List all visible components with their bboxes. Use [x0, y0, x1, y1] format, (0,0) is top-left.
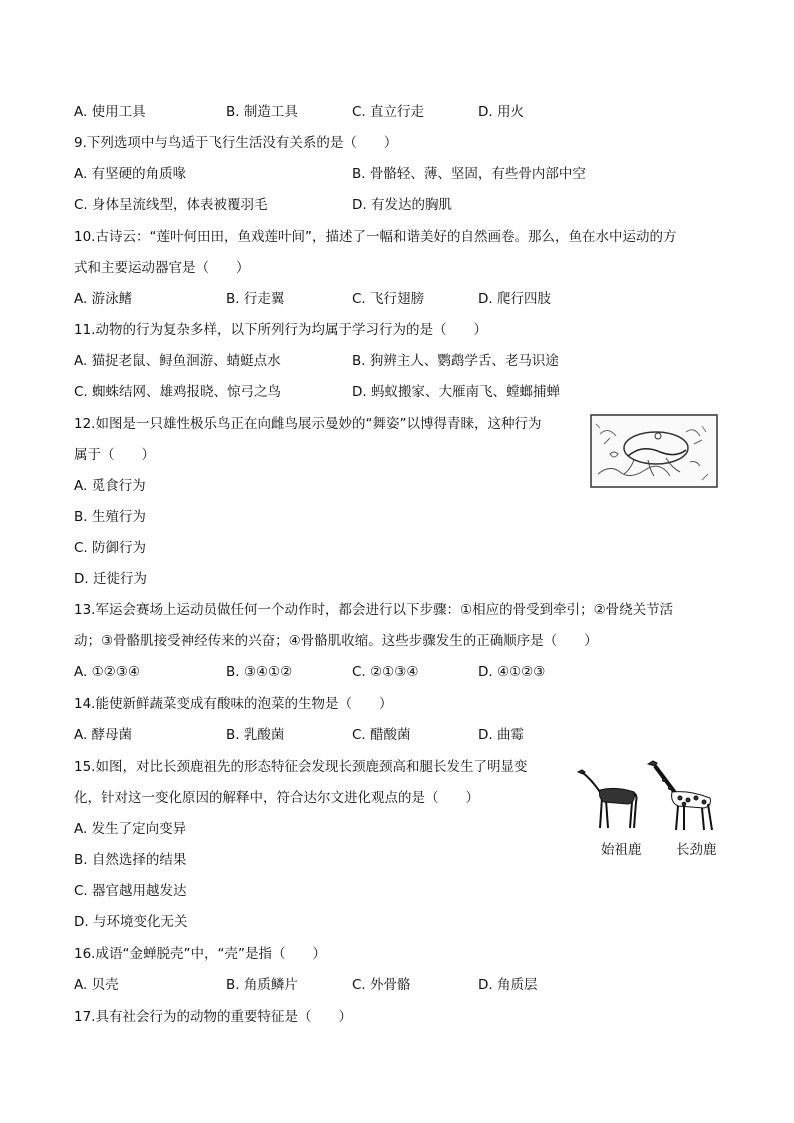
q12-option-a: A. 觅食行为	[74, 478, 146, 494]
q8-option-d: D. 用火	[478, 104, 524, 120]
q13-option-b: B. ③④①②	[226, 664, 293, 680]
q11-stem: 11.动物的行为复杂多样，以下所列行为均属于学习行为的是（ ）	[74, 322, 487, 338]
q9-option-d: D. 有发达的胸肌	[352, 197, 452, 213]
q12-option-b: B. 生殖行为	[74, 509, 146, 525]
q14-option-a: A. 酵母菌	[74, 727, 133, 743]
ancestor-deer-icon	[578, 770, 637, 828]
q15-stem-line2: 化，针对这一变化原因的解释中，符合达尔文进化观点的是（ ）	[74, 790, 479, 806]
q13-stem-line1: 13.军运会赛场上运动员做任何一个动作时，都会进行以下步骤：①相应的骨受到牵引；②骨绕关节活	[74, 602, 674, 618]
q11-option-d: D. 蚂蚁搬家、大雁南飞、螳螂捕蝉	[352, 384, 560, 400]
q15-option-d: D. 与环境变化无关	[74, 914, 188, 930]
q10-option-d: D. 爬行四肢	[478, 291, 551, 307]
q13-option-c: C. ②①③④	[352, 664, 419, 680]
bird-of-paradise-figure	[590, 414, 718, 488]
q9-option-c: C. 身体呈流线型，体表被覆羽毛	[74, 197, 268, 213]
q14-option-b: B. 乳酸菌	[226, 727, 285, 743]
q12-stem-line1: 12.如图是一只雄性极乐鸟正在向雌鸟展示曼妙的“舞姿”以博得青睐，这种行为	[74, 416, 542, 432]
q15-option-a: A. 发生了定向变异	[74, 821, 187, 837]
q16-stem: 16.成语“金蝉脱壳”中，“壳”是指（ ）	[74, 946, 326, 962]
q8-option-a: A. 使用工具	[74, 104, 146, 120]
q10-option-a: A. 游泳鳍	[74, 291, 133, 307]
q15-stem-line1: 15.如图，对比长颈鹿祖先的形态特征会发现长颈鹿颈高和腿长发生了明显变	[74, 759, 528, 775]
q11-option-c: C. 蜘蛛结网、雄鸡报晓、惊弓之鸟	[74, 384, 282, 400]
q10-stem-line1: 10.古诗云：“莲叶何田田，鱼戏莲叶间”，描述了一幅和谐美好的自然画卷。那么，鱼在水中运动的方	[74, 229, 677, 245]
q14-option-c: C. 醋酸菌	[352, 727, 411, 743]
q13-option-d: D. ④①②③	[478, 664, 546, 680]
q9-stem: 9.下列选项中与鸟适于飞行生活没有关系的是（ ）	[74, 135, 398, 151]
q16-option-d: D. 角质层	[478, 977, 538, 993]
giraffe-evolution-figure	[572, 758, 722, 834]
q9-option-a: A. 有坚硬的角质喙	[74, 166, 187, 182]
q13-stem-line2: 动；③骨骼肌接受神经传来的兴奋；④骨骼肌收缩。这些步骤发生的正确顺序是（ ）	[74, 633, 598, 649]
q11-option-a: A. 猫捉老鼠、鲟鱼洄游、蜻蜓点水	[74, 353, 281, 369]
q10-option-c: C. 飞行翅膀	[352, 291, 425, 307]
q8-option-b: B. 制造工具	[226, 104, 298, 120]
q15-option-c: C. 器官越用越发达	[74, 883, 187, 899]
q17-stem: 17.具有社会行为的动物的重要特征是（ ）	[74, 1009, 352, 1025]
q12-stem-line2: 属于（ ）	[74, 447, 155, 463]
q13-option-a: A. ①②③④	[74, 664, 140, 680]
q14-option-d: D. 曲霉	[478, 727, 524, 743]
q11-option-b: B. 狗辨主人、鹦鹉学舌、老马识途	[352, 353, 559, 369]
q16-option-b: B. 角质鳞片	[226, 977, 298, 993]
q16-option-a: A. 贝壳	[74, 977, 119, 993]
q9-option-b: B. 骨骼轻、薄、坚固，有些骨内部中空	[352, 166, 586, 182]
q12-option-d: D. 迁徙行为	[74, 571, 147, 587]
fig-label-ancestor: 始祖鹿	[601, 842, 642, 858]
giraffe-icon	[648, 761, 712, 830]
fig-label-giraffe: 长劲鹿	[676, 842, 717, 858]
q15-option-b: B. 自然选择的结果	[74, 852, 187, 868]
q16-option-c: C. 外骨骼	[352, 977, 411, 993]
q14-stem: 14.能使新鲜蔬菜变成有酸味的泡菜的生物是（ ）	[74, 696, 393, 712]
q12-option-c: C. 防御行为	[74, 540, 147, 556]
q10-stem-line2: 式和主要运动器官是（ ）	[74, 260, 250, 276]
q8-option-c: C. 直立行走	[352, 104, 425, 120]
q10-option-b: B. 行走翼	[226, 291, 285, 307]
